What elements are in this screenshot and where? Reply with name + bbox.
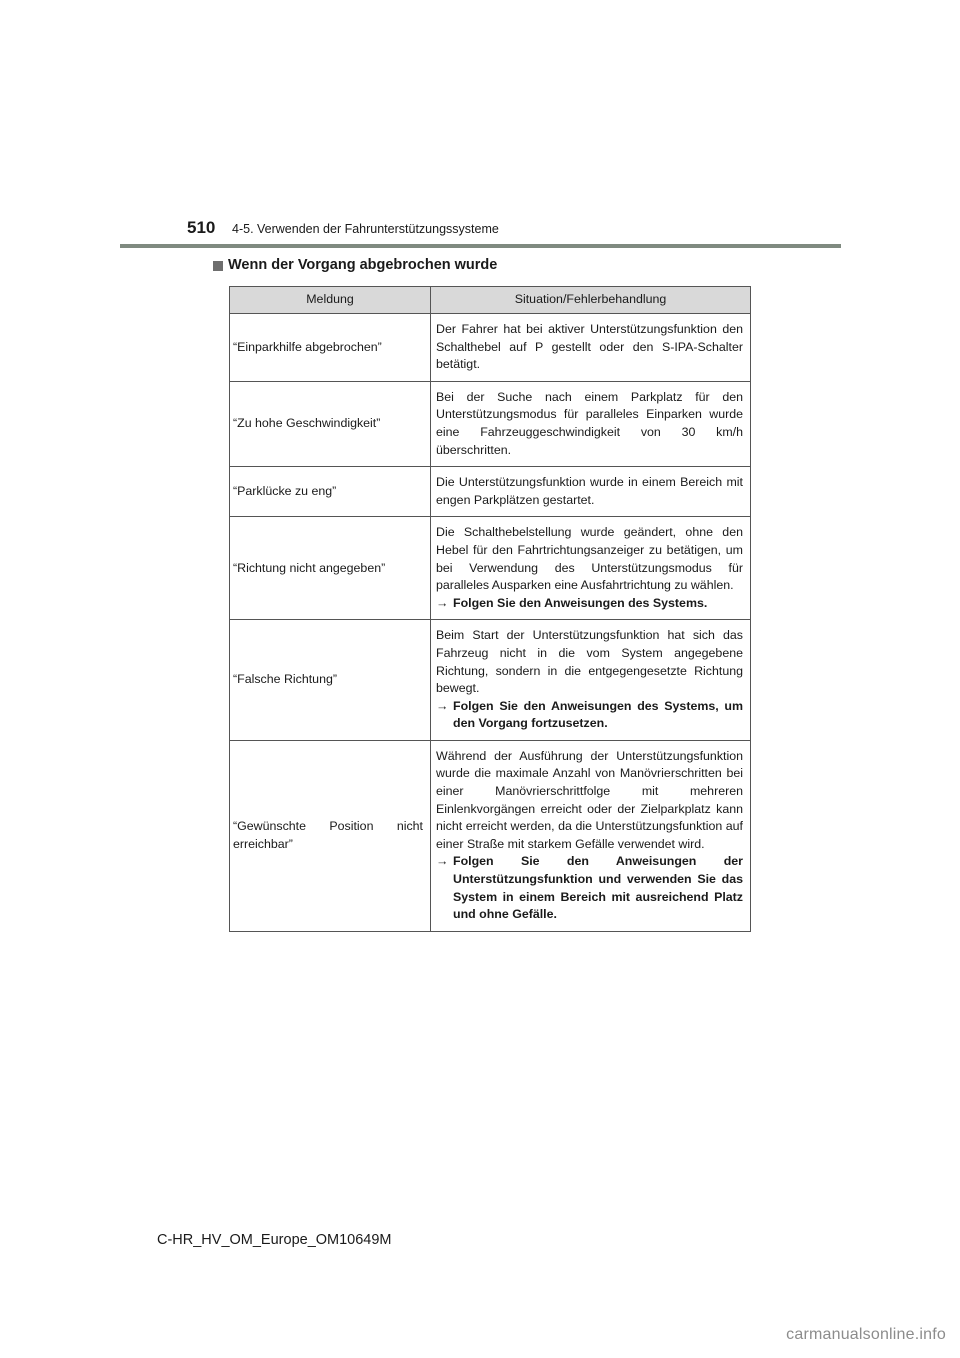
situation-text: Die Schalthebelstellung wurde geändert, ohne den Hebel für den Fahrtrichtungsanzeiger zu betätigen, um bei Verwendung des Unterstützungsmodus für paralleles Ausparken eine Ausfahrtrichtung zu wählen. (436, 525, 743, 593)
message-table (229, 286, 751, 932)
document-code: C-HR_HV_OM_Europe_OM10649M (157, 1232, 392, 1248)
table-header-row (230, 287, 751, 314)
table-row (230, 620, 751, 741)
situation-text: Während der Ausführung der Unterstützungsfunktion wurde die maximale Anzahl von Manövrierschritten bei einer Manövrierschrittfolge mit mehreren Einlenkvorgängen erreicht oder der Zielparkplatz kann nicht erreicht werden, da die Unterstützungsfunktion auf einer Straße mit starkem Gefälle verwendet wird. (436, 748, 743, 851)
table-row (230, 740, 751, 931)
message-cell: “Gewünschte Position nicht erreichbar” (230, 740, 431, 931)
section-heading (213, 257, 497, 273)
action-text: Folgen Sie den Anweisungen der Unterstützungsfunktion und verwenden Sie das System in einem Bereich mit ausreichend Platz und ohne Gefälle. (453, 854, 743, 922)
header-rule (120, 244, 841, 248)
square-bullet-icon (213, 261, 223, 271)
message-cell: “Einparkhilfe abgebrochen” (230, 314, 431, 382)
message-cell: “Richtung nicht angegeben” (230, 517, 431, 620)
action-step (436, 595, 743, 613)
arrow-right-icon: → (436, 854, 449, 869)
message-cell: “Falsche Richtung” (230, 620, 431, 741)
table-row (230, 314, 751, 382)
action-text: Folgen Sie den Anweisungen des Systems, um den Vorgang fortzusetzen. (453, 698, 743, 731)
situation-cell (431, 740, 751, 931)
action-text: Folgen Sie den Anweisungen des Systems. (453, 595, 708, 610)
column-header-situation: Situation/Fehlerbehandlung (431, 287, 751, 314)
action-step (436, 698, 743, 733)
situation-cell (431, 467, 751, 517)
table-row (230, 517, 751, 620)
arrow-right-icon: → (436, 595, 449, 610)
situation-cell (431, 620, 751, 741)
page-number: 510 (187, 218, 216, 237)
table-row (230, 381, 751, 466)
section-heading-text: Wenn der Vorgang abgebrochen wurde (228, 257, 498, 273)
chapter-title: 4-5. Verwenden der Fahrunterstützungssysteme (232, 222, 499, 236)
situation-text: Die Unterstützungsfunktion wurde in einem Bereich mit engen Parkplätzen gestartet. (436, 475, 743, 507)
situation-text: Beim Start der Unterstützungsfunktion hat sich das Fahrzeug nicht in die vom System angegebene Richtung, sondern in die entgegengesetzte Richtung bewegt. (436, 628, 743, 696)
situation-cell (431, 381, 751, 466)
column-header-message: Meldung (230, 287, 431, 314)
message-cell: “Parklücke zu eng” (230, 467, 431, 517)
situation-cell (431, 314, 751, 382)
watermark: carmanualsonline.info (786, 1326, 946, 1343)
action-step (436, 853, 743, 923)
table-row (230, 467, 751, 517)
arrow-right-icon: → (436, 698, 449, 713)
situation-cell (431, 517, 751, 620)
message-cell: “Zu hohe Geschwindigkeit” (230, 381, 431, 466)
situation-text: Der Fahrer hat bei aktiver Unterstützungsfunktion den Schalthebel auf P gestellt oder den S-IPA-Schalter betätigt. (436, 322, 743, 372)
situation-text: Bei der Suche nach einem Parkplatz für den Unterstützungsmodus für paralleles Einparken wurde eine Fahrzeuggeschwindigkeit von 30 km/h überschritten. (436, 389, 743, 457)
